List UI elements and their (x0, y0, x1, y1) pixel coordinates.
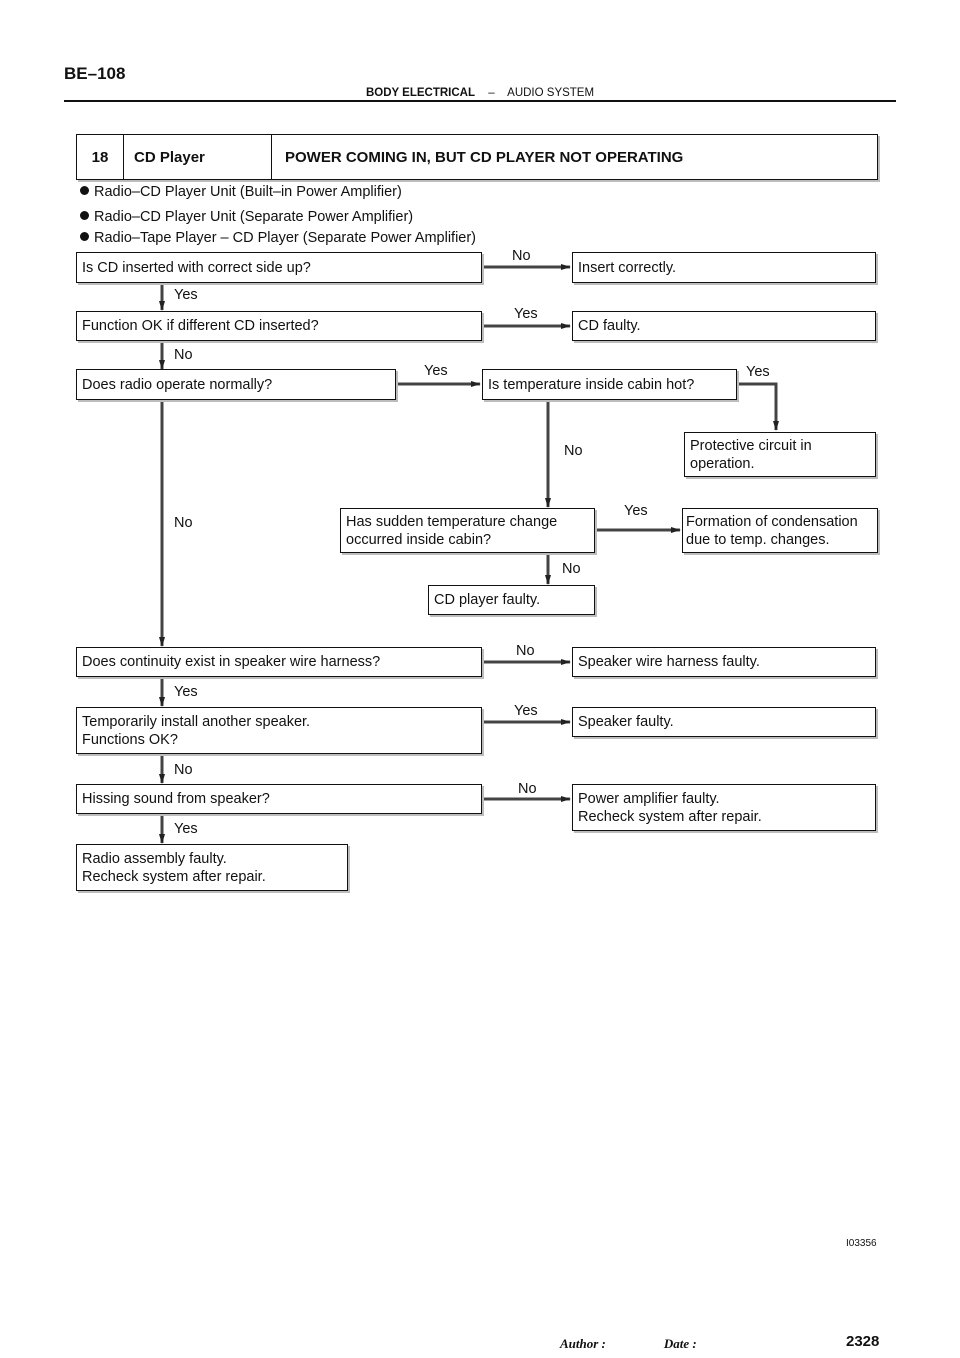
question-sudden-temp: Has sudden temperature change occurred inside cabin? (340, 508, 595, 553)
branch-label: Yes (424, 363, 448, 379)
branch-label: No (174, 515, 193, 531)
branch-label: No (562, 561, 581, 577)
question-different-cd: Function OK if different CD inserted? (76, 311, 482, 341)
problem-number: 18 (77, 135, 124, 179)
result-insert-correctly: Insert correctly. (572, 252, 876, 283)
question-temp-speaker: Temporarily install another speaker. Functions OK? (76, 707, 482, 754)
problem-symptom: POWER COMING IN, BUT CD PLAYER NOT OPERATING (285, 148, 684, 166)
branch-label: No (564, 443, 583, 459)
footer-meta (560, 1336, 755, 1352)
question-temp-hot: Is temperature inside cabin hot? (482, 369, 737, 400)
applies-item: Radio–CD Player Unit (Built–in Power Amplifier) (80, 184, 402, 200)
applies-item: Radio–CD Player Unit (Separate Power Amplifier) (80, 209, 413, 225)
subsection-title: AUDIO SYSTEM (507, 87, 595, 99)
section-separator: – (488, 87, 495, 99)
branch-label: Yes (514, 306, 538, 322)
branch-label: Yes (174, 821, 198, 837)
question-continuity: Does continuity exist in speaker wire harness? (76, 647, 482, 677)
question-radio-normal: Does radio operate normally? (76, 369, 396, 400)
branch-label: No (512, 248, 531, 264)
applies-item: Radio–Tape Player – CD Player (Separate Power Amplifier) (80, 230, 476, 246)
branch-label: No (174, 347, 193, 363)
result-speaker-faulty: Speaker faulty. (572, 707, 876, 737)
section-title: BODY ELECTRICAL (365, 87, 475, 99)
question-cd-inserted: Is CD inserted with correct side up? (76, 252, 482, 283)
result-protective-circuit: Protective circuit in operation. (684, 432, 876, 477)
branch-label: No (516, 643, 535, 659)
branch-label: Yes (746, 364, 770, 380)
figure-id: I03356 (846, 1238, 877, 1249)
result-amp-faulty: Power amplifier faulty. Recheck system after repair. (572, 784, 876, 831)
question-hissing: Hissing sound from speaker? (76, 784, 482, 814)
page-number: 2328 (846, 1333, 880, 1350)
branch-label: Yes (514, 703, 538, 719)
result-harness-faulty: Speaker wire harness faulty. (572, 647, 876, 677)
page-code: BE–108 (64, 64, 126, 83)
branch-label: No (174, 762, 193, 778)
footer-date: Date : (663, 1336, 697, 1351)
branch-label: Yes (174, 287, 198, 303)
footer-author: Author : (560, 1336, 606, 1351)
result-cd-player-faulty: CD player faulty. (428, 585, 595, 615)
problem-item: CD Player (124, 135, 272, 179)
branch-label: No (518, 781, 537, 797)
result-cd-faulty: CD faulty. (572, 311, 876, 341)
branch-label: Yes (624, 503, 648, 519)
result-radio-faulty: Radio assembly faulty. Recheck system after repair. (76, 844, 348, 891)
result-condensation: Formation of condensation due to temp. changes. (682, 508, 878, 553)
branch-label: Yes (174, 684, 198, 700)
